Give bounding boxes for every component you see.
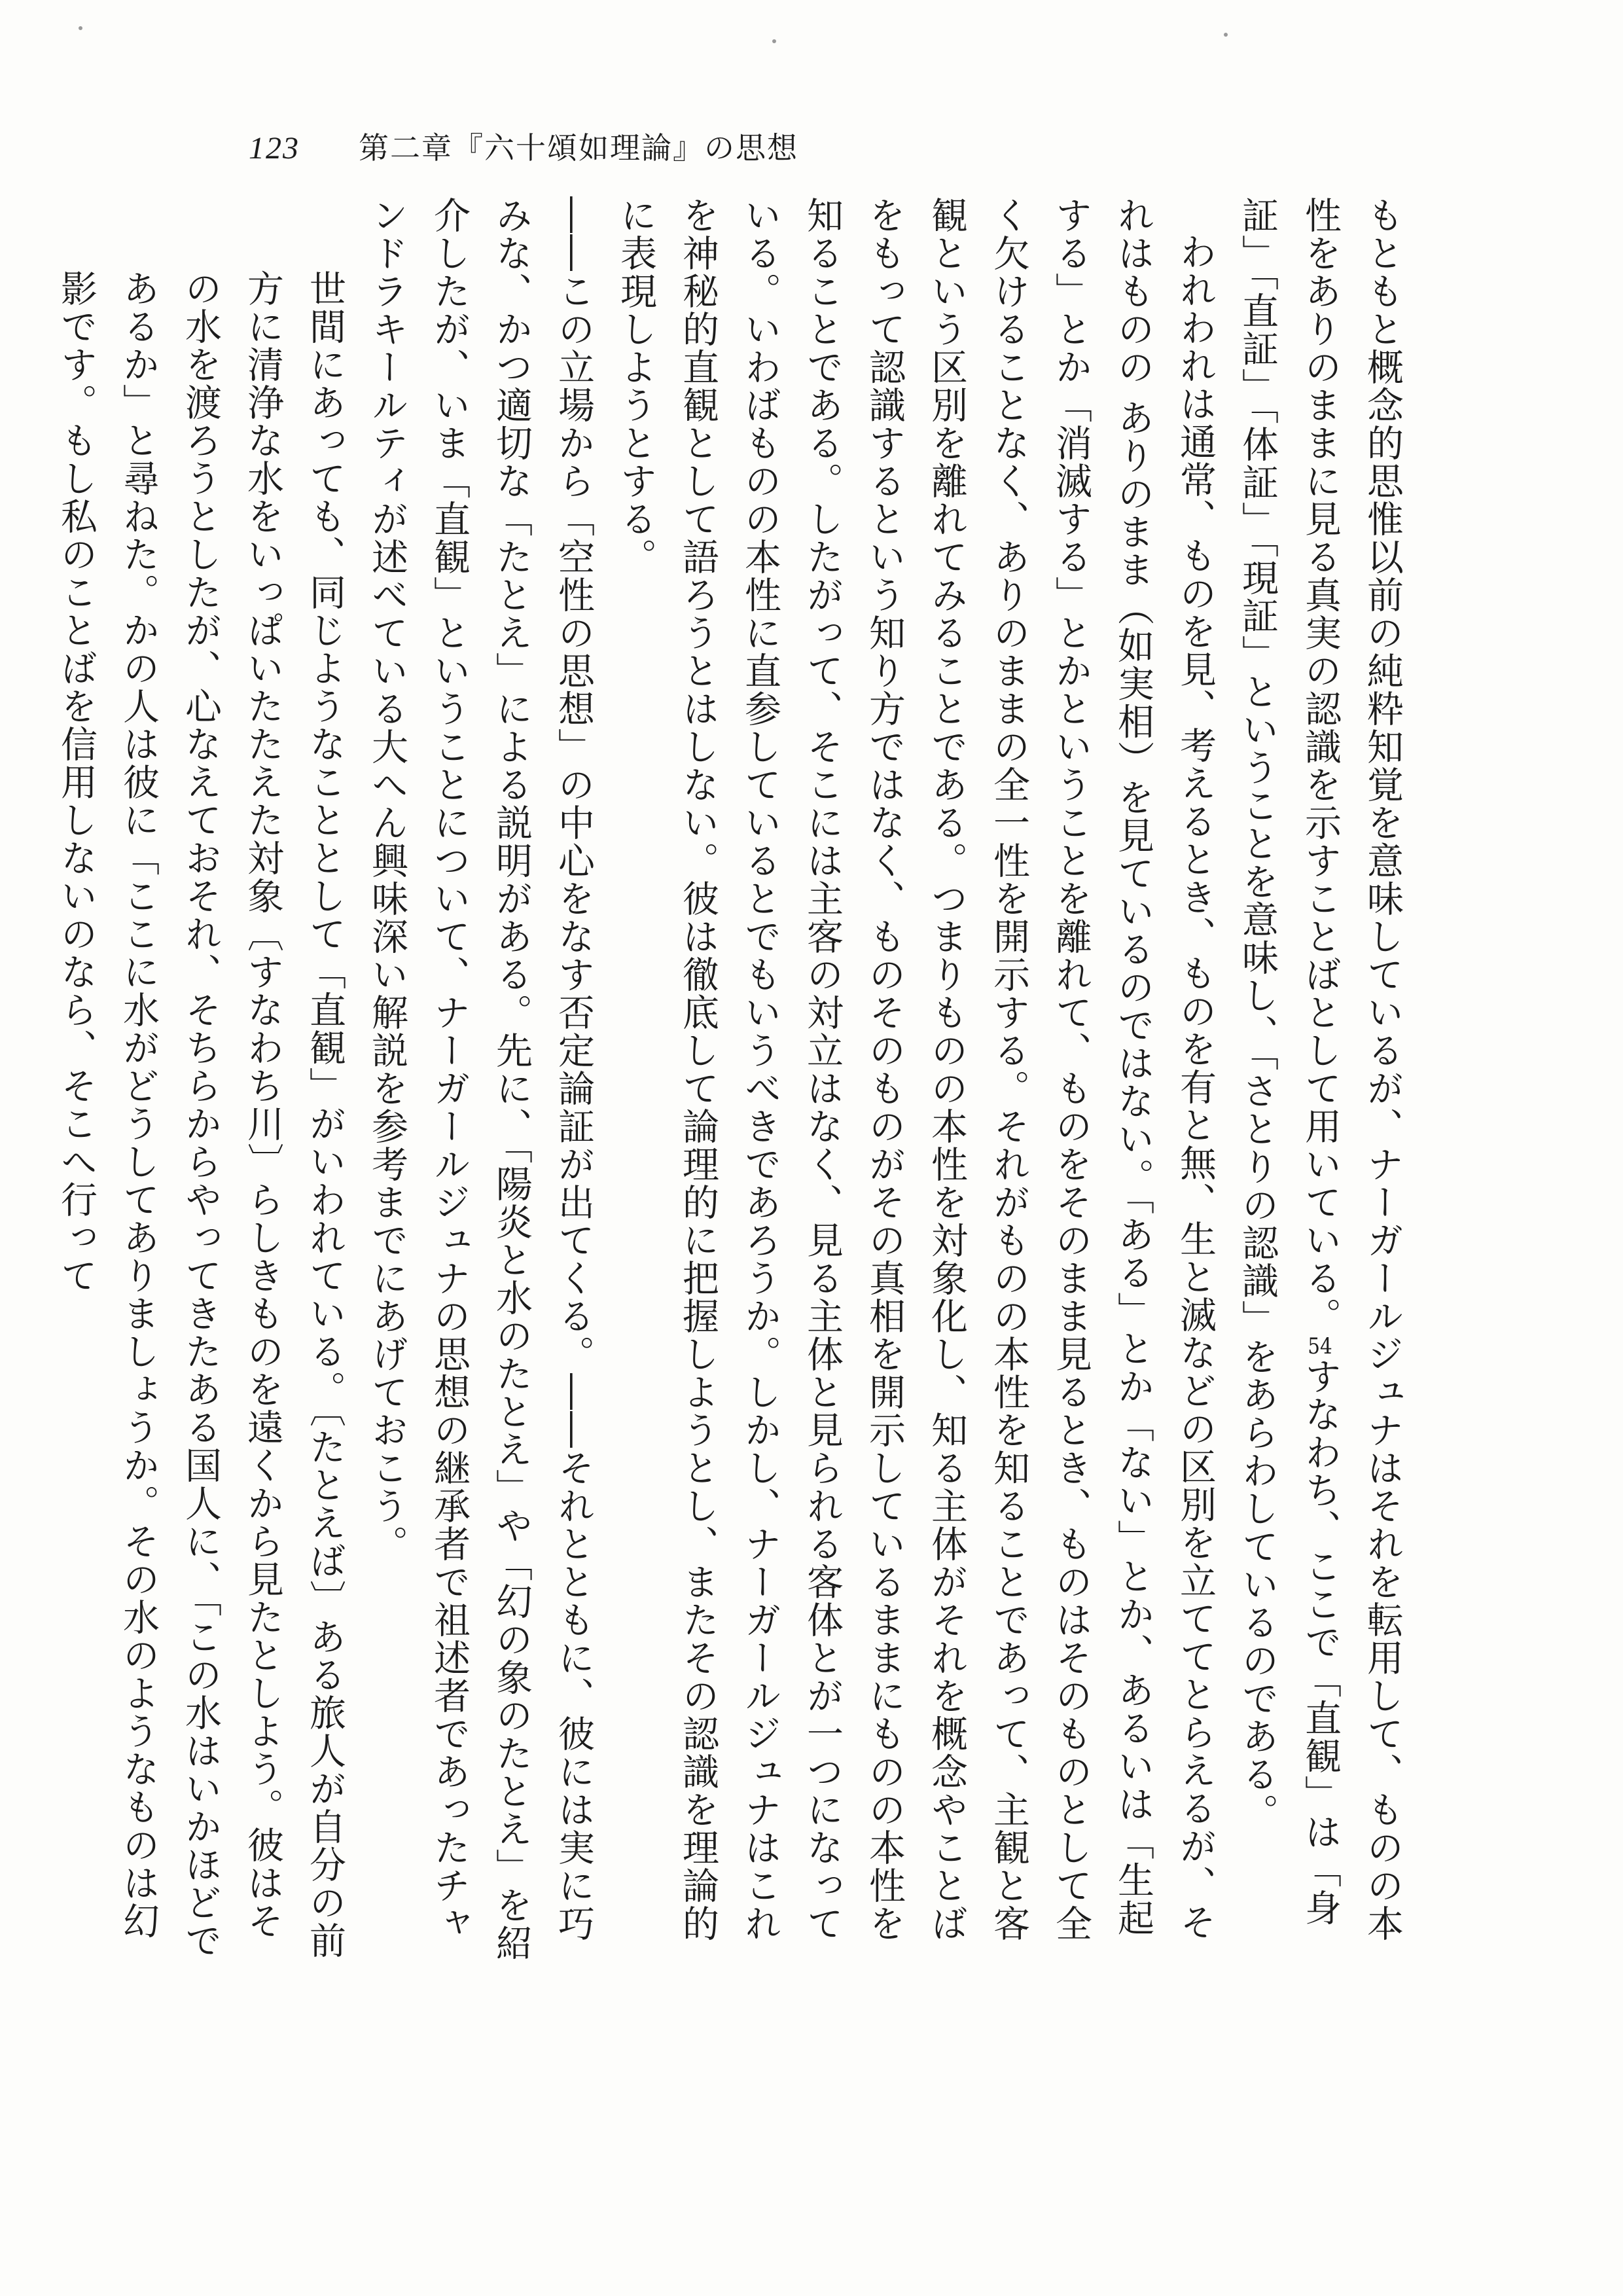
quoted-block: 世間にあっても、同じようなこととして「直観」がいわれている。〔たとえば〕ある旅人が自分の前方に清浄な水をいっぱいたたえた対象〔すなわち川〕らしきものを遠くから見たとしよう。彼はその水を渡ろうとしたが、心なえておそれ、そちらからやってきたある国人に、「この水はいかほどであるか」と尋ねた。かの人は彼に「ここに水がどうしてありましょうか。その水のようなものは幻影です。もし私のことばを信用しないのなら、そこへ行って xyxy=(55,270,346,1960)
page-header xyxy=(249,124,798,170)
paragraph-text: すなわち、ここで「直観」は「身証」「直証」「体証」「現証」ということを意味し、「さとりの認識」をあらわしているのである。 xyxy=(1236,196,1342,1927)
paragraph: われわれは通常、ものを見、考えるとき、ものを有と無、生と滅などの区別を立ててとらえるが、それはものの ありのまま（如実相）を見ているのではない。「ある」とか「ない」とか、あるいは「生起する」とか「消滅する」とかということを離れて、ものをそのまま見るとき、ものはそのものとして全く欠けることなく、ありのままの全一性を開示する。それがものの本性を知ることであって、主観と客観という区別を離れてみることである。つまりものの本性を対象化し、知る主体がそれを概念やことばをもって認識するという知り方ではなく、ものそのものがその真相を開示しているままにものの本性を知ることである。したがって、そこには主客の対立はなく、見る主体と見られる客体とが一つになっている。いわばものの本性に直参しているとでもいうべきであろうか。しかし、ナーガールジュナはこれを神秘的直観として語ろうとはしない。彼は徹底して論理的に把握しようとし、またその認識を理論的に表現しようとする。 xyxy=(615,196,1217,1943)
running-title: 第二章『六十頌如理論』の思想 xyxy=(359,130,798,166)
endnote-reference: 54 xyxy=(1308,1335,1332,1357)
scan-speck xyxy=(1224,33,1228,37)
page-number: 123 xyxy=(249,131,300,166)
vertical-body-text xyxy=(55,196,1414,1964)
paragraph xyxy=(1226,196,1414,1964)
paragraph: ――この立場から「空性の思想」の中心をなす否定論証が出てくる。――それとともに、彼には実に巧みな、かつ適切な「たとえ」による説明がある。先に、「陽炎と水のたとえ」や「幻の象のたとえ」を紹介したが、いま「直観」ということについて、ナーガールジュナの思想の継承者で祖述者であったチャンドラキールティが述べている大へん興味深い解説を参考までにあげておこう。 xyxy=(366,196,595,1962)
paragraph-text: もともと概念的思惟以前の純粋知覚を意味しているが、ナーガールジュナはそれを転用して、ものの本性をありのままに見る真実の認識を示すことばとして用いている。 xyxy=(1299,196,1404,1943)
scan-speck xyxy=(772,39,776,43)
scan-speck xyxy=(79,26,82,30)
